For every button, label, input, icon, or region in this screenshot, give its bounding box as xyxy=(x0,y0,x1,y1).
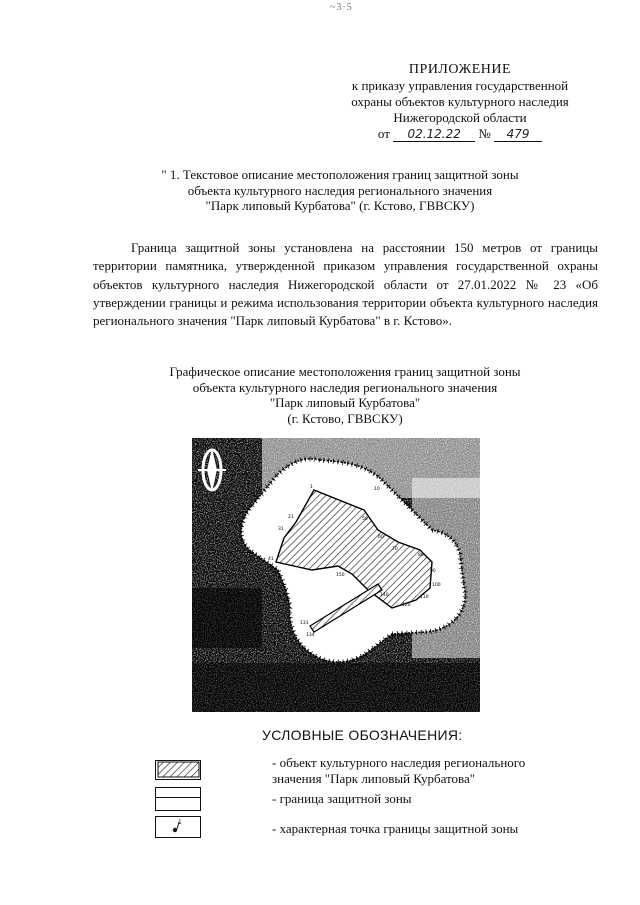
appendix-date-row xyxy=(340,126,580,142)
appendix-header xyxy=(340,62,580,142)
point-label: 131 xyxy=(300,621,309,626)
point-marker-label: 1 xyxy=(178,819,182,826)
graphic-line-2: объекта культурного наследия регионального значения xyxy=(192,379,498,395)
section-1-line-2: объекта культурного наследия регионального значения xyxy=(187,182,493,198)
point-label: 21 xyxy=(288,515,294,520)
legend-zone-swatch xyxy=(155,787,201,811)
point-marker-icon xyxy=(156,817,199,836)
protection-zone-map xyxy=(192,438,480,712)
legend-title: УСЛОВНЫЕ ОБОЗНАЧЕНИЯ: xyxy=(262,727,463,743)
handwritten-date: 02.12.22 xyxy=(393,127,475,142)
point-label: 41 xyxy=(268,557,274,562)
point-label: 120 xyxy=(402,603,411,608)
handwritten-number: 479 xyxy=(494,127,542,142)
point-label: 31 xyxy=(278,527,284,532)
graphic-title xyxy=(150,364,540,426)
section-1-title xyxy=(150,167,530,214)
hatch-icon xyxy=(157,761,200,778)
legend-item-1-line-2: значения "Парк липовый Курбатова" xyxy=(272,771,476,786)
date-prefix: от xyxy=(377,126,390,141)
zone-line-icon xyxy=(156,797,200,798)
boundary-paragraph: Граница защитной зоны установлена на расстоянии 150 метров от границы территории памятника, утвержденной приказом управления государственной охраны объектов культурного наследия Нижегородской области от 27.01.2022 № 23 «Об утверждении границы и режима использования территории объекта культурного наследия регионального значения "Парк липовый Курбатова" в г. Кстово». xyxy=(93,240,598,329)
graphic-line-3: "Парк липовый Курбатова" xyxy=(269,395,421,410)
point-label: 10 xyxy=(374,487,380,492)
point-label: 1 xyxy=(310,485,313,490)
point-label: 110 xyxy=(420,595,429,600)
point-label: 134 xyxy=(306,633,315,638)
point-label: 150 xyxy=(336,573,345,578)
number-prefix: № xyxy=(478,126,491,141)
appendix-title: ПРИЛОЖЕНИЕ xyxy=(408,62,512,77)
point-label: 90 xyxy=(430,569,436,574)
scan-mark: ~3·5 xyxy=(330,2,353,13)
section-1-line-1: " 1. Текстовое описание местоположения границ защитной зоны xyxy=(161,167,519,182)
legend-item-1-line-1: - объект культурного наследия регионального xyxy=(272,755,526,770)
graphic-line-4: (г. Кстово, ГВВСКУ) xyxy=(287,410,403,426)
appendix-line-2: охраны объектов культурного наследия xyxy=(351,94,569,109)
point-label: 60 xyxy=(378,535,384,540)
appendix-line-1: к приказу управления государственной xyxy=(351,78,569,93)
legend-point-swatch xyxy=(155,816,201,838)
point-label: 70 xyxy=(392,547,398,552)
point-label: 140 xyxy=(380,593,389,598)
legend-item-1 xyxy=(272,755,525,787)
point-label: 100 xyxy=(432,583,441,588)
section-1-line-3: "Парк липовый Курбатова" (г. Кстово, ГВВСКУ) xyxy=(205,198,475,213)
point-label: 50 xyxy=(362,517,368,522)
point-label: 80 xyxy=(418,553,424,558)
legend-item-3: - характерная точка границы защитной зоны xyxy=(272,821,519,836)
map-svg xyxy=(192,438,480,712)
legend-item-2: - граница защитной зоны xyxy=(272,791,412,806)
appendix-line-3: Нижегородской области xyxy=(393,110,527,125)
graphic-line-1: Графическое описание местоположения границ защитной зоны xyxy=(169,364,521,379)
legend-heritage-swatch xyxy=(155,760,201,780)
